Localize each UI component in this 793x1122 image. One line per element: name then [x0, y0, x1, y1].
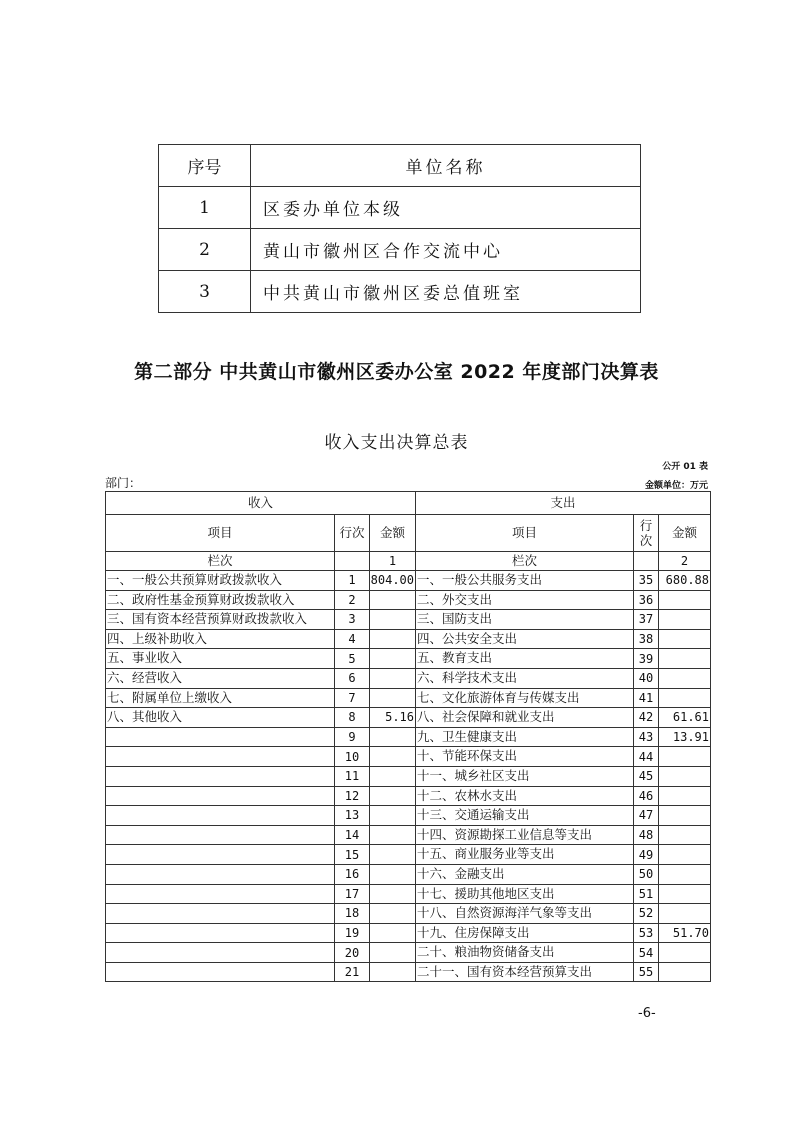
income-amount: [370, 884, 416, 904]
expense-line-number: 44: [634, 747, 659, 767]
expense-item: 五、教育支出: [416, 649, 634, 669]
unit-list-table: [158, 144, 641, 313]
income-item: [106, 943, 335, 963]
income-item: [106, 904, 335, 924]
unit-serial: 1: [159, 187, 251, 229]
income-item: [106, 864, 335, 884]
income-line-number: 7: [335, 688, 370, 708]
expense-amount: [659, 766, 711, 786]
income-line-number: 11: [335, 766, 370, 786]
expense-item: 二、外交支出: [416, 590, 634, 610]
expense-item: 九、卫生健康支出: [416, 727, 634, 747]
income-item: 七、附属单位上缴收入: [106, 688, 335, 708]
table-row: [106, 649, 711, 669]
income-line-number: 15: [335, 845, 370, 865]
expense-line-number: 55: [634, 962, 659, 982]
income-line-number: 17: [335, 884, 370, 904]
expense-item: 二十一、国有资本经营预算支出: [416, 962, 634, 982]
expense-item: 八、社会保障和就业支出: [416, 708, 634, 728]
expense-item: 十六、金融支出: [416, 864, 634, 884]
expense-line-number: 50: [634, 864, 659, 884]
expense-amount: [659, 629, 711, 649]
table-row: [106, 884, 711, 904]
expense-item: 十二、农林水支出: [416, 786, 634, 806]
table-row: [106, 766, 711, 786]
expense-line-number: 38: [634, 629, 659, 649]
table-row: [106, 864, 711, 884]
expense-amount: [659, 884, 711, 904]
expense-amount: [659, 668, 711, 688]
income-index-label: 栏次: [106, 552, 335, 571]
page-number: -6-: [638, 1006, 656, 1021]
table-row: [106, 786, 711, 806]
income-amount: 804.00: [370, 571, 416, 591]
income-index-line: [335, 552, 370, 571]
expense-item-header: 项目: [416, 515, 634, 552]
expense-line-number: 36: [634, 590, 659, 610]
expense-item: 十四、资源勘探工业信息等支出: [416, 825, 634, 845]
unit-name: 中共黄山市徽州区委总值班室: [251, 271, 641, 313]
statement-body: [106, 571, 711, 982]
expense-line-number: 52: [634, 904, 659, 924]
unit-row: [159, 187, 641, 229]
unit-name: 黄山市徽州区合作交流中心: [251, 229, 641, 271]
table-row: [106, 806, 711, 826]
expense-amount: [659, 943, 711, 963]
expense-amount: 61.61: [659, 708, 711, 728]
table-row: [106, 845, 711, 865]
expense-item: 六、科学技术支出: [416, 668, 634, 688]
department-label: 部门：: [105, 476, 142, 490]
income-item: [106, 923, 335, 943]
income-line-number: 1: [335, 571, 370, 591]
income-item: 五、事业收入: [106, 649, 335, 669]
table-row: [106, 668, 711, 688]
income-amount-header: 金额: [370, 515, 416, 552]
header-serial: 序号: [159, 145, 251, 187]
expense-amount: 51.70: [659, 923, 711, 943]
expense-amount: [659, 825, 711, 845]
income-item: 一、一般公共预算财政拨款收入: [106, 571, 335, 591]
table-row: [106, 571, 711, 591]
table-row: [106, 629, 711, 649]
table-row: [106, 590, 711, 610]
income-amount: [370, 943, 416, 963]
expense-item: 二十、粮油物资储备支出: [416, 943, 634, 963]
expense-amount: [659, 786, 711, 806]
income-line-number: 10: [335, 747, 370, 767]
income-item: [106, 806, 335, 826]
income-item: 八、其他收入: [106, 708, 335, 728]
income-line-number: 14: [335, 825, 370, 845]
line-header-char: 次: [639, 533, 653, 548]
expense-amount: 680.88: [659, 571, 711, 591]
income-line-number: 2: [335, 590, 370, 610]
income-item: [106, 884, 335, 904]
income-amount: [370, 590, 416, 610]
expense-amount: [659, 806, 711, 826]
expense-line-number: 40: [634, 668, 659, 688]
income-line-number: 18: [335, 904, 370, 924]
expense-line-number: 39: [634, 649, 659, 669]
income-item: [106, 786, 335, 806]
income-index-number: 1: [370, 552, 416, 571]
income-line-number: 21: [335, 962, 370, 982]
expense-index-number: 2: [659, 552, 711, 571]
expense-index-label: 栏次: [416, 552, 634, 571]
income-section-header: 收入: [106, 492, 416, 515]
expense-amount: [659, 610, 711, 630]
income-item: 六、经营收入: [106, 668, 335, 688]
income-item: [106, 825, 335, 845]
income-line-number: 6: [335, 668, 370, 688]
expense-section-header: 支出: [416, 492, 711, 515]
income-line-number: 9: [335, 727, 370, 747]
expense-item: 十一、城乡社区支出: [416, 766, 634, 786]
income-item: 四、上级补助收入: [106, 629, 335, 649]
income-amount: [370, 629, 416, 649]
expense-amount: [659, 747, 711, 767]
income-item: [106, 727, 335, 747]
income-amount: [370, 806, 416, 826]
income-amount: [370, 923, 416, 943]
income-item: [106, 766, 335, 786]
unit-name: 区委办单位本级: [251, 187, 641, 229]
expense-item: 十九、住房保障支出: [416, 923, 634, 943]
income-amount: [370, 904, 416, 924]
table-row: [106, 688, 711, 708]
income-line-number: 5: [335, 649, 370, 669]
income-amount: [370, 668, 416, 688]
income-amount: [370, 766, 416, 786]
expense-index-line: [634, 552, 659, 571]
income-amount: [370, 825, 416, 845]
income-line-number: 4: [335, 629, 370, 649]
income-amount: [370, 649, 416, 669]
income-line-number: 12: [335, 786, 370, 806]
expense-line-number: 46: [634, 786, 659, 806]
expense-line-number: 47: [634, 806, 659, 826]
table-row: [106, 904, 711, 924]
expense-amount: 13.91: [659, 727, 711, 747]
expense-line-number: 45: [634, 766, 659, 786]
income-line-number: 8: [335, 708, 370, 728]
expense-item: 十八、自然资源海洋气象等支出: [416, 904, 634, 924]
expense-line-number: 37: [634, 610, 659, 630]
expense-amount: [659, 649, 711, 669]
expense-item: 十三、交通运输支出: [416, 806, 634, 826]
income-item: [106, 962, 335, 982]
income-item: [106, 747, 335, 767]
expense-item: 四、公共安全支出: [416, 629, 634, 649]
income-amount: [370, 727, 416, 747]
income-line-number: 19: [335, 923, 370, 943]
part-title: 第二部分 中共黄山市徽州区委办公室 2022 年度部门决算表: [134, 361, 659, 383]
expense-line-number: 42: [634, 708, 659, 728]
table-row: [106, 923, 711, 943]
expense-item: 一、一般公共服务支出: [416, 571, 634, 591]
table-row: [106, 962, 711, 982]
expense-amount: [659, 904, 711, 924]
sheet-title: 收入支出决算总表: [324, 433, 469, 453]
table-row: [106, 727, 711, 747]
expense-line-number: 51: [634, 884, 659, 904]
unit-serial: 3: [159, 271, 251, 313]
table-row: [106, 825, 711, 845]
expense-line-header: [634, 515, 659, 552]
expense-item: 三、国防支出: [416, 610, 634, 630]
table-row: [106, 943, 711, 963]
income-line-number: 13: [335, 806, 370, 826]
header-row-sections: [106, 492, 711, 515]
expense-line-number: 49: [634, 845, 659, 865]
form-code: 公开 01 表: [662, 462, 708, 472]
expense-amount: [659, 864, 711, 884]
expense-amount: [659, 688, 711, 708]
table-row: [106, 747, 711, 767]
expense-line-number: 54: [634, 943, 659, 963]
expense-line-number: 41: [634, 688, 659, 708]
expense-amount: [659, 845, 711, 865]
expense-amount-header: 金额: [659, 515, 711, 552]
income-item: [106, 845, 335, 865]
table-row: [106, 610, 711, 630]
expense-line-number: 53: [634, 923, 659, 943]
header-row-index: [106, 552, 711, 571]
expense-line-number: 35: [634, 571, 659, 591]
expense-item: 十、节能环保支出: [416, 747, 634, 767]
line-header-char: 行: [639, 518, 653, 533]
income-line-number: 3: [335, 610, 370, 630]
header-unit-name: 单位名称: [251, 145, 641, 187]
income-expense-statement-table: [105, 491, 711, 982]
unit-row: [159, 271, 641, 313]
income-amount: 5.16: [370, 708, 416, 728]
expense-line-number: 43: [634, 727, 659, 747]
expense-item: 十五、商业服务业等支出: [416, 845, 634, 865]
header-row-columns: [106, 515, 711, 552]
income-amount: [370, 688, 416, 708]
income-line-header: 行次: [335, 515, 370, 552]
income-amount: [370, 786, 416, 806]
income-line-number: 20: [335, 943, 370, 963]
expense-amount: [659, 962, 711, 982]
unit-row: [159, 229, 641, 271]
income-item-header: 项目: [106, 515, 335, 552]
amount-unit-label: 金额单位：万元: [644, 481, 708, 491]
income-line-number: 16: [335, 864, 370, 884]
unit-serial: 2: [159, 229, 251, 271]
income-amount: [370, 864, 416, 884]
expense-amount: [659, 590, 711, 610]
income-amount: [370, 962, 416, 982]
expense-item: 十七、援助其他地区支出: [416, 884, 634, 904]
income-item: 二、政府性基金预算财政拨款收入: [106, 590, 335, 610]
income-amount: [370, 610, 416, 630]
income-amount: [370, 845, 416, 865]
table-row: [106, 708, 711, 728]
expense-item: 七、文化旅游体育与传媒支出: [416, 688, 634, 708]
income-amount: [370, 747, 416, 767]
expense-line-number: 48: [634, 825, 659, 845]
income-item: 三、国有资本经营预算财政拨款收入: [106, 610, 335, 630]
unit-table-header: [159, 145, 641, 187]
